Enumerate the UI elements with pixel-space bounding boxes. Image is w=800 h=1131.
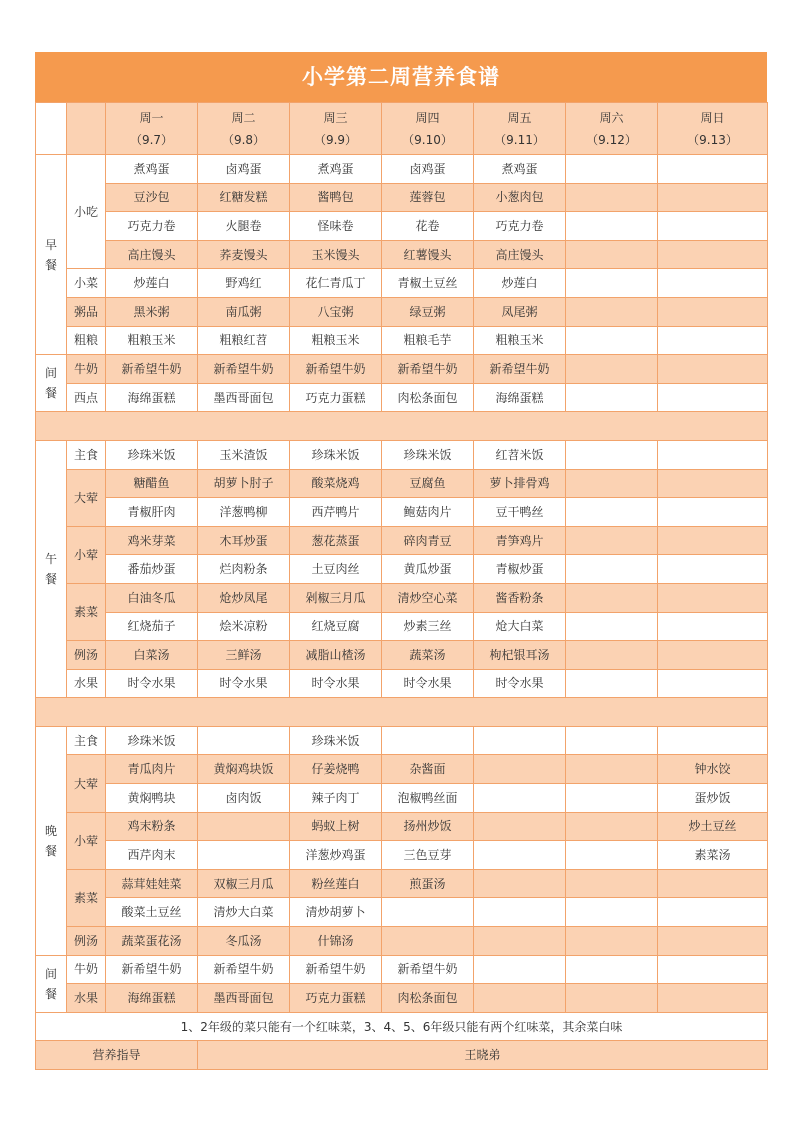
dish-cell (658, 641, 768, 670)
footer-value: 王晓弟 (198, 1041, 768, 1070)
dish-cell: 西芹肉末 (106, 841, 198, 870)
dish-cell (566, 555, 658, 584)
dish-cell: 三色豆芽 (382, 841, 474, 870)
table-row (36, 526, 768, 555)
category-label: 素菜 (67, 583, 106, 640)
dish-cell: 仔姜烧鸭 (290, 755, 382, 784)
dish-cell: 粗粮玉米 (106, 326, 198, 355)
dish-cell: 蚂蚁上树 (290, 812, 382, 841)
dish-cell: 巧克力蛋糕 (290, 383, 382, 412)
dish-cell: 西芹鸭片 (290, 498, 382, 527)
table-row (36, 841, 768, 870)
dish-cell: 糖醋鱼 (106, 469, 198, 498)
dish-cell: 土豆肉丝 (290, 555, 382, 584)
table-row (36, 784, 768, 813)
category-label: 小菜 (67, 269, 106, 298)
dish-cell: 萝卜排骨鸡 (474, 469, 566, 498)
page-title: 小学第二周营养食谱 (35, 52, 767, 102)
dish-cell: 新希望牛奶 (290, 955, 382, 984)
section-divider (36, 698, 768, 727)
table-row (36, 812, 768, 841)
day-name: 周日 (700, 110, 725, 125)
dish-cell (566, 212, 658, 241)
dish-cell: 红烧茄子 (106, 612, 198, 641)
dish-cell: 时令水果 (290, 669, 382, 698)
day-date: （9.13） (687, 132, 738, 147)
table-row (36, 212, 768, 241)
dish-cell: 双椒三月瓜 (198, 869, 290, 898)
category-label: 水果 (67, 669, 106, 698)
dish-cell: 豆干鸭丝 (474, 498, 566, 527)
table-row (36, 326, 768, 355)
dish-cell: 红烧豆腐 (290, 612, 382, 641)
table-row (36, 669, 768, 698)
table-row (36, 240, 768, 269)
dish-cell (566, 469, 658, 498)
day-name: 周一 (139, 110, 164, 125)
dish-cell: 枸杞银耳汤 (474, 641, 566, 670)
meal-label-char: 间 (44, 966, 57, 981)
dish-cell (566, 726, 658, 755)
dish-cell (566, 612, 658, 641)
dish-cell: 煮鸡蛋 (290, 155, 382, 184)
dish-cell: 时令水果 (106, 669, 198, 698)
category-label: 粗粮 (67, 326, 106, 355)
dish-cell: 海绵蛋糕 (106, 984, 198, 1013)
footer-label: 营养指导 (36, 1041, 198, 1070)
dish-cell (658, 927, 768, 956)
dish-cell (658, 297, 768, 326)
dish-cell: 红薯馒头 (382, 240, 474, 269)
dish-cell (566, 641, 658, 670)
dish-cell (566, 183, 658, 212)
dish-cell: 素菜汤 (658, 841, 768, 870)
dish-cell (474, 898, 566, 927)
table-row (36, 183, 768, 212)
dish-cell: 清炒胡萝卜 (290, 898, 382, 927)
dish-cell (566, 440, 658, 469)
dish-cell: 炒莲白 (474, 269, 566, 298)
dish-cell: 粗粮红苕 (198, 326, 290, 355)
dish-cell: 黄瓜炒蛋 (382, 555, 474, 584)
dish-cell: 凤尾粥 (474, 297, 566, 326)
table-row (36, 155, 768, 184)
table-row (36, 955, 768, 984)
dish-cell (474, 984, 566, 1013)
dish-cell: 蒜茸娃娃菜 (106, 869, 198, 898)
dish-cell (566, 297, 658, 326)
dish-cell: 洋葱鸭柳 (198, 498, 290, 527)
dish-cell: 珍珠米饭 (290, 726, 382, 755)
dish-cell: 南瓜粥 (198, 297, 290, 326)
day-header-row (36, 103, 768, 155)
dish-cell: 扬州炒饭 (382, 812, 474, 841)
dish-cell (474, 869, 566, 898)
category-label: 素菜 (67, 869, 106, 926)
dish-cell: 卤鸡蛋 (382, 155, 474, 184)
dish-cell (658, 498, 768, 527)
dish-cell: 白油冬瓜 (106, 583, 198, 612)
dish-cell (658, 526, 768, 555)
dish-cell: 新希望牛奶 (106, 355, 198, 384)
dish-cell (658, 555, 768, 584)
category-label: 例汤 (67, 641, 106, 670)
dish-cell (566, 583, 658, 612)
dish-cell: 煎蛋汤 (382, 869, 474, 898)
dish-cell (658, 212, 768, 241)
category-label: 小荤 (67, 526, 106, 583)
day-header (198, 103, 290, 155)
dish-cell (566, 269, 658, 298)
table-row (36, 641, 768, 670)
table-row (36, 726, 768, 755)
dish-cell (474, 812, 566, 841)
dish-cell: 青椒炒蛋 (474, 555, 566, 584)
meal-label (36, 726, 67, 955)
dish-cell: 珍珠米饭 (382, 440, 474, 469)
day-date: （9.10） (402, 132, 453, 147)
dish-cell: 炒素三丝 (382, 612, 474, 641)
dish-cell: 炝炒凤尾 (198, 583, 290, 612)
dish-cell: 钟水饺 (658, 755, 768, 784)
dish-cell: 粗粮玉米 (474, 326, 566, 355)
meal-label-char: 餐 (44, 843, 57, 858)
dish-cell: 鸡米芽菜 (106, 526, 198, 555)
meal-label-char: 餐 (44, 257, 57, 272)
header-corner (36, 103, 67, 155)
dish-cell: 野鸡红 (198, 269, 290, 298)
dish-cell: 白菜汤 (106, 641, 198, 670)
table-row (36, 898, 768, 927)
day-header (290, 103, 382, 155)
section-divider (36, 412, 768, 441)
meal-label (36, 955, 67, 1012)
day-date: （9.8） (221, 132, 266, 147)
dish-cell (658, 355, 768, 384)
divider-cell (36, 412, 768, 441)
dish-cell (198, 841, 290, 870)
dish-cell: 蛋炒饭 (658, 784, 768, 813)
dish-cell: 肉松条面包 (382, 383, 474, 412)
dish-cell (566, 155, 658, 184)
dish-cell (658, 984, 768, 1013)
day-name: 周二 (231, 110, 256, 125)
meal-label (36, 440, 67, 697)
meal-label-char: 晚 (44, 823, 57, 838)
dish-cell: 豆沙包 (106, 183, 198, 212)
table-row (36, 984, 768, 1013)
table-row (36, 355, 768, 384)
dish-cell: 炒莲白 (106, 269, 198, 298)
dish-cell (382, 726, 474, 755)
dish-cell: 青瓜肉片 (106, 755, 198, 784)
dish-cell: 粗粮毛芋 (382, 326, 474, 355)
dish-cell (658, 669, 768, 698)
dish-cell (474, 841, 566, 870)
note-row (36, 1012, 768, 1041)
category-label: 西点 (67, 383, 106, 412)
dish-cell: 花仁青瓜丁 (290, 269, 382, 298)
dish-cell: 小葱肉包 (474, 183, 566, 212)
dish-cell: 荞麦馒头 (198, 240, 290, 269)
day-name: 周三 (323, 110, 348, 125)
dish-cell (566, 383, 658, 412)
dish-cell: 墨西哥面包 (198, 383, 290, 412)
dish-cell (566, 841, 658, 870)
dish-cell: 清炒大白菜 (198, 898, 290, 927)
table-row (36, 269, 768, 298)
table-row (36, 383, 768, 412)
dish-cell: 豆腐鱼 (382, 469, 474, 498)
dish-cell (382, 898, 474, 927)
dish-cell: 蔬菜蛋花汤 (106, 927, 198, 956)
dish-cell (566, 326, 658, 355)
dish-cell: 减脂山楂汤 (290, 641, 382, 670)
dish-cell: 酱香粉条 (474, 583, 566, 612)
dish-cell: 巧克力卷 (474, 212, 566, 241)
dish-cell: 高庄馒头 (106, 240, 198, 269)
table-row (36, 440, 768, 469)
dish-cell: 木耳炒蛋 (198, 526, 290, 555)
dish-cell (566, 927, 658, 956)
day-name: 周五 (507, 110, 532, 125)
dish-cell: 肉松条面包 (382, 984, 474, 1013)
dish-cell (658, 869, 768, 898)
table-row (36, 297, 768, 326)
dish-cell: 泡椒鸭丝面 (382, 784, 474, 813)
dish-cell (474, 955, 566, 984)
dish-cell: 新希望牛奶 (382, 955, 474, 984)
dish-cell: 煮鸡蛋 (106, 155, 198, 184)
dish-cell: 黑米粥 (106, 297, 198, 326)
category-label: 主食 (67, 440, 106, 469)
dish-cell: 葱花蒸蛋 (290, 526, 382, 555)
dish-cell (566, 498, 658, 527)
dish-cell (474, 927, 566, 956)
category-label: 小吃 (67, 155, 106, 269)
dish-cell (566, 669, 658, 698)
dish-cell: 粗粮玉米 (290, 326, 382, 355)
dish-cell: 时令水果 (474, 669, 566, 698)
dish-cell: 时令水果 (198, 669, 290, 698)
day-date: （9.12） (586, 132, 637, 147)
divider-cell (36, 698, 768, 727)
dish-cell: 花卷 (382, 212, 474, 241)
dish-cell (566, 955, 658, 984)
day-date: （9.7） (129, 132, 174, 147)
dish-cell: 新希望牛奶 (474, 355, 566, 384)
category-label: 小荤 (67, 812, 106, 869)
dish-cell: 新希望牛奶 (290, 355, 382, 384)
table-row (36, 755, 768, 784)
dish-cell (566, 812, 658, 841)
dish-cell: 珍珠米饭 (290, 440, 382, 469)
dish-cell: 红糖发糕 (198, 183, 290, 212)
dish-cell: 剁椒三月瓜 (290, 583, 382, 612)
dish-cell (658, 383, 768, 412)
dish-cell (566, 240, 658, 269)
dish-cell: 什锦汤 (290, 927, 382, 956)
dish-cell: 卤肉饭 (198, 784, 290, 813)
dish-cell (658, 955, 768, 984)
day-header (566, 103, 658, 155)
dish-cell: 鸡末粉条 (106, 812, 198, 841)
category-label: 水果 (67, 984, 106, 1013)
dish-cell: 蔬菜汤 (382, 641, 474, 670)
dish-cell (474, 755, 566, 784)
meal-label (36, 155, 67, 355)
footer-row (36, 1041, 768, 1070)
table-row (36, 869, 768, 898)
category-label: 牛奶 (67, 355, 106, 384)
dish-cell (566, 984, 658, 1013)
dish-cell: 煮鸡蛋 (474, 155, 566, 184)
dish-cell: 酸菜烧鸡 (290, 469, 382, 498)
meal-label-char: 餐 (44, 572, 57, 587)
dish-cell: 莲蓉包 (382, 183, 474, 212)
category-label: 大荤 (67, 469, 106, 526)
dish-cell: 黄焖鸭块 (106, 784, 198, 813)
dish-cell: 珍珠米饭 (106, 726, 198, 755)
dish-cell (658, 612, 768, 641)
meal-label (36, 355, 67, 412)
dish-cell (658, 183, 768, 212)
dish-cell (566, 355, 658, 384)
category-label: 主食 (67, 726, 106, 755)
dish-cell: 青椒土豆丝 (382, 269, 474, 298)
category-label: 例汤 (67, 927, 106, 956)
dish-cell: 红苕米饭 (474, 440, 566, 469)
dish-cell: 海绵蛋糕 (474, 383, 566, 412)
dish-cell (658, 240, 768, 269)
table-row (36, 927, 768, 956)
meal-label-char: 餐 (44, 386, 57, 401)
day-name: 周六 (599, 110, 624, 125)
day-date: （9.11） (494, 132, 545, 147)
dish-cell: 新希望牛奶 (198, 955, 290, 984)
dish-cell: 鲍菇肉片 (382, 498, 474, 527)
dish-cell: 怪味卷 (290, 212, 382, 241)
dish-cell: 三鲜汤 (198, 641, 290, 670)
dish-cell: 炒土豆丝 (658, 812, 768, 841)
dish-cell: 新希望牛奶 (382, 355, 474, 384)
dish-cell: 青椒肝肉 (106, 498, 198, 527)
dish-cell (658, 726, 768, 755)
day-header (382, 103, 474, 155)
dish-cell: 墨西哥面包 (198, 984, 290, 1013)
dish-cell: 酱鸭包 (290, 183, 382, 212)
dish-cell: 新希望牛奶 (106, 955, 198, 984)
dish-cell (474, 784, 566, 813)
dish-cell (658, 326, 768, 355)
table-row (36, 612, 768, 641)
dish-cell: 洋葱炒鸡蛋 (290, 841, 382, 870)
dish-cell (658, 898, 768, 927)
dish-cell: 杂酱面 (382, 755, 474, 784)
table-row (36, 583, 768, 612)
table-row (36, 469, 768, 498)
dish-cell (566, 526, 658, 555)
dish-cell: 烩米凉粉 (198, 612, 290, 641)
dish-cell (566, 869, 658, 898)
dish-cell: 番茄炒蛋 (106, 555, 198, 584)
meal-label-char: 餐 (44, 986, 57, 1001)
category-label: 粥品 (67, 297, 106, 326)
dish-cell (658, 583, 768, 612)
dish-cell (198, 726, 290, 755)
day-header (658, 103, 768, 155)
table-row (36, 498, 768, 527)
dish-cell: 黄焖鸡块饭 (198, 755, 290, 784)
dish-cell: 巧克力蛋糕 (290, 984, 382, 1013)
dish-cell: 玉米馒头 (290, 240, 382, 269)
dish-cell: 碎肉青豆 (382, 526, 474, 555)
dish-cell: 粉丝莲白 (290, 869, 382, 898)
table-row (36, 555, 768, 584)
dish-cell: 时令水果 (382, 669, 474, 698)
dish-cell: 珍珠米饭 (106, 440, 198, 469)
dish-cell (382, 927, 474, 956)
dish-cell: 酸菜土豆丝 (106, 898, 198, 927)
dish-cell: 火腿卷 (198, 212, 290, 241)
dish-cell (658, 155, 768, 184)
dish-cell (566, 784, 658, 813)
dish-cell (566, 898, 658, 927)
header-category (67, 103, 106, 155)
dish-cell: 玉米渣饭 (198, 440, 290, 469)
dish-cell (658, 269, 768, 298)
meal-label-char: 午 (44, 552, 57, 567)
dish-cell: 胡萝卜肘子 (198, 469, 290, 498)
dish-cell: 新希望牛奶 (198, 355, 290, 384)
menu-sheet (35, 52, 767, 1070)
note-text: 1、2年级的菜只能有一个红味菜，3、4、5、6年级只能有两个红味菜，其余菜白味 (36, 1012, 768, 1041)
dish-cell (658, 440, 768, 469)
dish-cell: 辣子肉丁 (290, 784, 382, 813)
day-header (106, 103, 198, 155)
category-label: 牛奶 (67, 955, 106, 984)
dish-cell: 八宝粥 (290, 297, 382, 326)
dish-cell: 烂肉粉条 (198, 555, 290, 584)
dish-cell: 炝大白菜 (474, 612, 566, 641)
dish-cell: 青笋鸡片 (474, 526, 566, 555)
dish-cell: 清炒空心菜 (382, 583, 474, 612)
meal-label-char: 间 (44, 366, 57, 381)
day-name: 周四 (415, 110, 440, 125)
dish-cell: 冬瓜汤 (198, 927, 290, 956)
dish-cell (658, 469, 768, 498)
dish-cell: 高庄馒头 (474, 240, 566, 269)
dish-cell (566, 755, 658, 784)
category-label: 大荤 (67, 755, 106, 812)
day-header (474, 103, 566, 155)
dish-cell (474, 726, 566, 755)
meal-label-char: 早 (44, 237, 57, 252)
dish-cell: 巧克力卷 (106, 212, 198, 241)
dish-cell: 卤鸡蛋 (198, 155, 290, 184)
dish-cell: 海绵蛋糕 (106, 383, 198, 412)
dish-cell: 绿豆粥 (382, 297, 474, 326)
day-date: （9.9） (313, 132, 358, 147)
menu-table (35, 102, 768, 1070)
dish-cell (198, 812, 290, 841)
